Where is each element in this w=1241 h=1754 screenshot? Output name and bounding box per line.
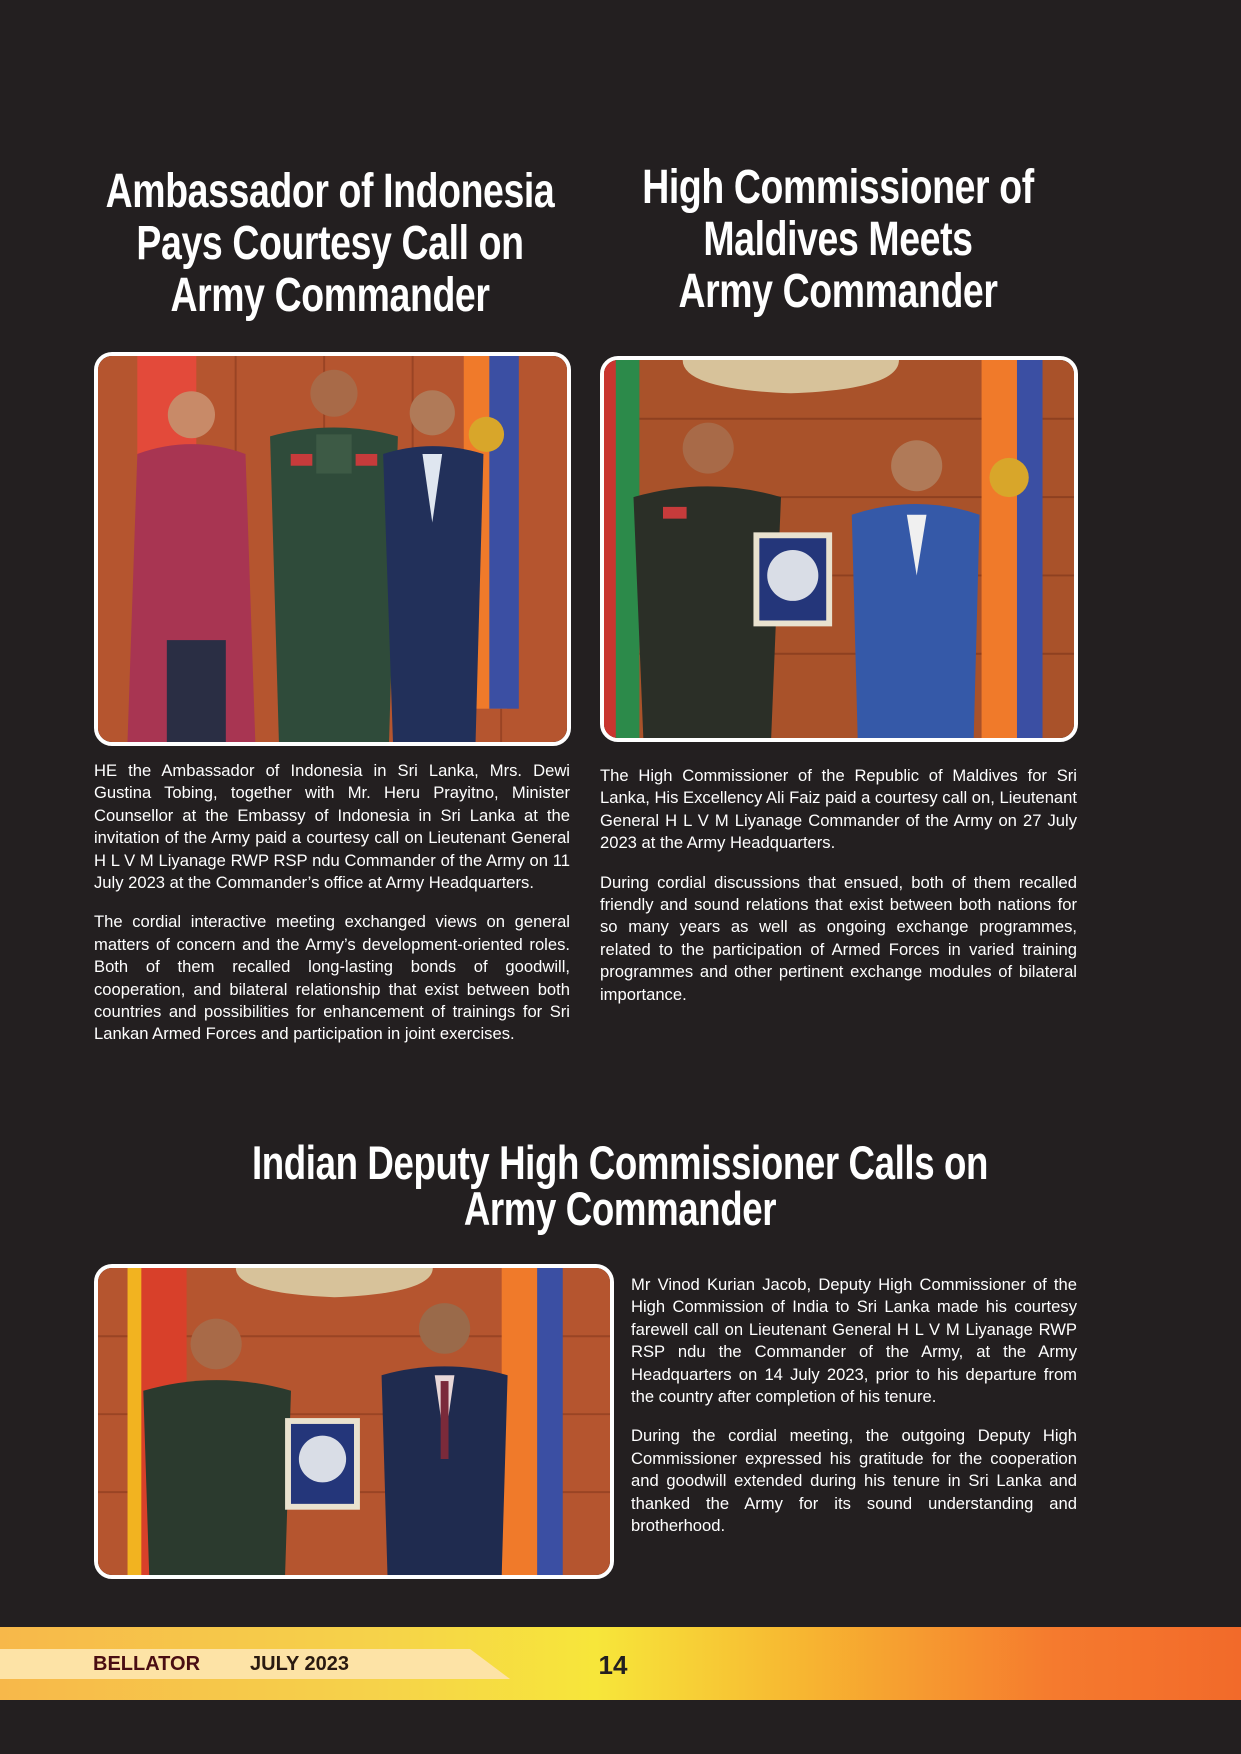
article-2-title — [612, 162, 1064, 318]
article-3-photo — [94, 1264, 614, 1579]
article-2-title-line: High Commissioner of — [642, 161, 1034, 214]
article-2-title-line: Maldives Meets — [703, 213, 973, 266]
article-3-title-line: Indian Deputy High Commissioner Calls on — [251, 1136, 989, 1189]
page-number: 14 — [598, 1650, 628, 1680]
article-3-paragraph: Mr Vinod Kurian Jacob, Deputy High Commissioner of the High Commission of India to Sri Lanka made his courtesy farewell call on Lieutenant General H L V M Liyanage RWP RSP ndu the Commander of the Army, at the Army Headquarters on 14 July 2023, prior to his departure from the country after completion of his tenure. — [631, 1275, 1077, 1407]
article-1-photo — [94, 352, 571, 746]
article-3-title-line: Army Commander — [463, 1182, 777, 1235]
magazine-name: BELLATOR — [93, 1653, 201, 1675]
article-1-body — [94, 760, 570, 1063]
article-1-paragraph: HE the Ambassador of Indonesia in Sri Lanka, Mrs. Dewi Gustina Tobing, together with Mr. Heru Prayitno, Minister Counsellor at the Embassy of Indonesia in Sri Lanka at the invitation of the Army paid a courtesy call on Lieutenant General H L V M Liyanage RWP RSP ndu Commander of the Army on 11 July 2023 at the Commander’s office at Army Headquarters. — [94, 761, 570, 893]
article-2-body — [600, 765, 1077, 1023]
article-2-title-line: Army Commander — [678, 265, 998, 318]
article-1-title-line: Pays Courtesy Call on — [136, 217, 524, 270]
article-2-photo — [600, 356, 1078, 742]
article-1-title — [104, 166, 556, 322]
article-1-paragraph: The cordial interactive meeting exchanged views on general matters of concern and the Army’s development-oriented roles. Both of them recalled long-lasting bonds of goodwill, cooperation, and bilateral relationship that exist between both countries and possibilities for enhancement of trainings for Sri Lankan Armed Forces and participation in joint exercises. — [94, 912, 570, 1044]
article-2-paragraph: The High Commissioner of the Republic of Maldives for Sri Lanka, His Excellency Ali Faiz paid a courtesy call on, Lieutenant General H L V M Liyanage Commander of the Army on 27 July 2023 at the Army Headquarters. — [600, 766, 1077, 853]
issue-date: JULY 2023 — [250, 1653, 349, 1675]
article-1-title-line: Ambassador of Indonesia — [105, 165, 555, 218]
article-3-body — [631, 1274, 1077, 1554]
article-2-paragraph: During cordial discussions that ensued, both of them recalled friendly and sound relations that exist between both nations for so many years as well as ongoing exchange programmes, related to the participation of Armed Forces in varied training programmes and other pertinent exchange modules of bilateral importance. — [600, 872, 1077, 1004]
page-footer — [0, 1627, 1241, 1700]
article-3-title — [191, 1136, 1049, 1235]
article-1-title-line: Army Commander — [170, 269, 490, 322]
article-3-paragraph: During the cordial meeting, the outgoing Deputy High Commissioner expressed his gratitude for the cooperation and goodwill extended during his tenure in Sri Lanka and thanked the Army for its sound understanding and brotherhood. — [631, 1426, 1077, 1536]
